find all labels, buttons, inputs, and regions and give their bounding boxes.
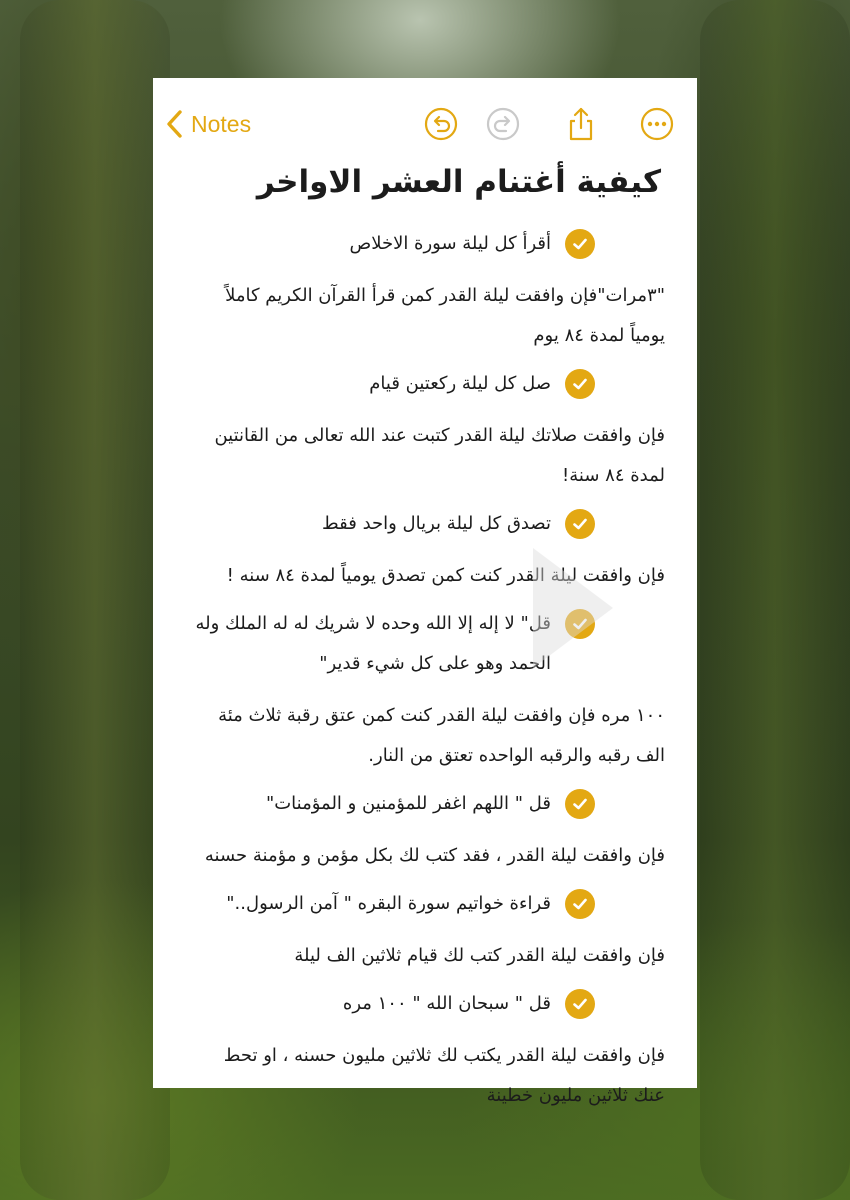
checklist-item[interactable]	[187, 364, 665, 404]
checklist-label: قراءة خواتيم سورة البقره " آمن الرسول.."	[226, 893, 551, 914]
note-paragraph: ١٠٠ مره فإن وافقت ليلة القدر كنت كمن عتق رقبة ثلاث مئة الف رقبه والرقبه الواحده تعتق من النار.	[218, 705, 665, 766]
toolbar	[153, 78, 697, 168]
checklist-item[interactable]	[187, 504, 665, 544]
checklist-item[interactable]	[187, 784, 665, 824]
checklist-label: قل " سبحان الله " ١٠٠ مره	[342, 993, 551, 1014]
back-button[interactable]	[165, 108, 251, 140]
share-icon[interactable]	[563, 106, 599, 142]
checkmark-icon[interactable]	[565, 789, 595, 819]
background-tree-left	[20, 0, 170, 1200]
play-icon[interactable]	[533, 548, 613, 668]
checklist-item[interactable]	[187, 224, 665, 264]
checkmark-icon[interactable]	[565, 369, 595, 399]
checklist-label: قل" لا إله إلا الله وحده لا شريك له له الملك وله الحمد وهو على كل شيء قدير"	[195, 613, 551, 674]
background-tree-right	[700, 0, 850, 1200]
checklist-item[interactable]	[187, 884, 665, 924]
note-card	[153, 78, 697, 1106]
checkmark-icon[interactable]	[565, 889, 595, 919]
note-paragraph: "٣مرات"فإن وافقت ليلة القدر كمن قرأ القرآن الكريم كاملاً يومياً لمدة ٨٤ يوم	[225, 285, 665, 346]
redo-icon[interactable]	[485, 106, 521, 142]
note-body[interactable]	[187, 224, 665, 1124]
checkmark-icon[interactable]	[565, 989, 595, 1019]
note-paragraph: فإن وافقت صلاتك ليلة القدر كتبت عند الله تعالى من القانتين لمدة ٨٤ سنة!	[214, 425, 665, 486]
checkmark-icon[interactable]	[565, 229, 595, 259]
checkmark-icon[interactable]	[565, 509, 595, 539]
checklist-label: صل كل ليلة ركعتين قيام	[369, 373, 551, 394]
note-paragraph: فإن وافقت ليلة القدر يكتب لك ثلاثين مليون حسنه ، او تحط عنك ثلاثين مليون خطينة	[223, 1045, 665, 1106]
back-label: Notes	[191, 110, 252, 137]
checklist-label: قل " اللهم اغفر للمؤمنين و المؤمنات"	[265, 793, 551, 814]
checklist-label: أقرأ كل ليلة سورة الاخلاص	[349, 233, 551, 254]
undo-icon[interactable]	[423, 106, 459, 142]
chevron-left-icon	[165, 110, 183, 138]
note-paragraph: فإن وافقت ليلة القدر ، فقد كتب لك بكل مؤمن و مؤمنة حسنه	[204, 845, 665, 866]
checklist-item[interactable]	[187, 984, 665, 1024]
note-paragraph: فإن وافقت ليلة القدر كنت كمن تصدق يومياً لمدة ٨٤ سنه !	[226, 565, 665, 586]
note-paragraph: فإن وافقت ليلة القدر كتب لك قيام ثلاثين الف ليلة	[294, 945, 665, 966]
checklist-label: تصدق كل ليلة بريال واحد فقط	[322, 513, 551, 534]
note-title[interactable]: كيفية أغتنام العشر الاواخر	[256, 164, 661, 200]
more-icon[interactable]	[639, 106, 675, 142]
